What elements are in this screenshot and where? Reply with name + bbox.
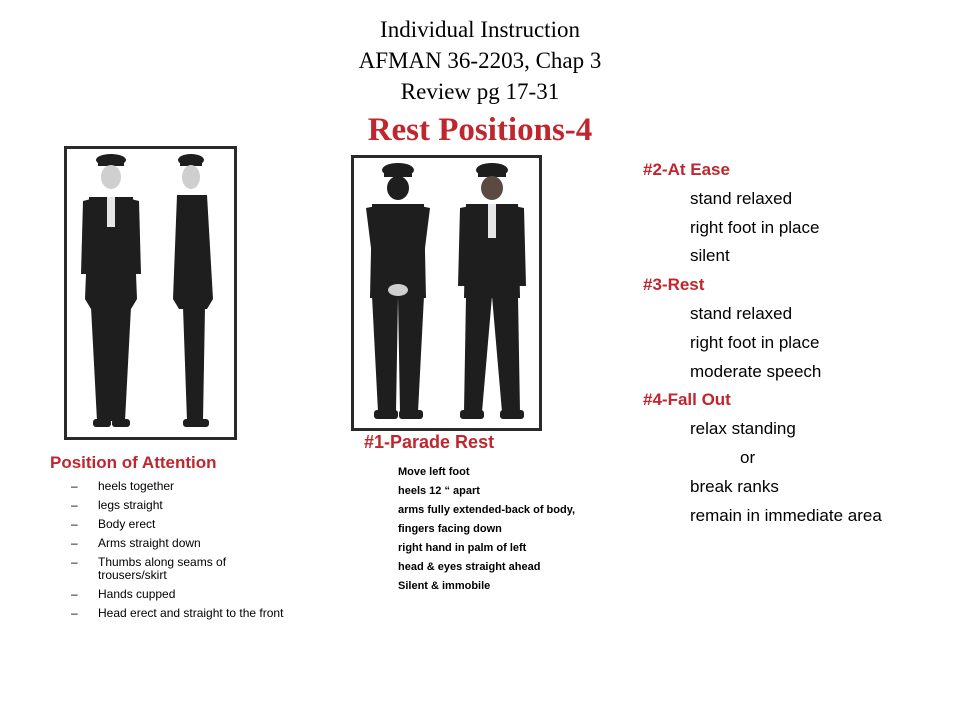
fall-out-heading: #4-Fall Out <box>643 390 731 410</box>
list-item: or <box>740 447 756 467</box>
list-item: relax standing <box>690 419 796 439</box>
header-line-3: Review pg 17-31 <box>400 79 560 104</box>
at-ease-heading: #2-At Ease <box>643 160 730 179</box>
list-item: – heels together <box>98 480 298 493</box>
side-view-figure <box>173 154 213 427</box>
list-item: – Body erect <box>98 518 298 531</box>
list-item: right hand in palm of left <box>398 542 527 554</box>
list-item: stand relaxed <box>690 188 793 208</box>
attention-photo <box>64 146 237 440</box>
rest-heading: #3-Rest <box>643 275 705 295</box>
list-item: remain in immediate area <box>690 505 882 525</box>
list-item: head & eyes straight ahead <box>398 561 541 573</box>
list-item: – Hands cupped <box>98 588 298 601</box>
slide-title: Rest Positions-4 <box>367 112 593 148</box>
list-item: Silent & immobile <box>398 580 491 592</box>
list-item: right foot in place <box>690 332 820 352</box>
list-item: silent <box>690 246 730 266</box>
header-line-1: Individual Instruction <box>380 17 580 42</box>
front-view-figure <box>458 163 526 419</box>
attention-title: Position of Attention <box>50 453 217 472</box>
list-item: – Arms straight down <box>98 537 298 550</box>
list-item: Move left foot <box>398 466 470 478</box>
list-item: – Thumbs along seams of trousers/skirt <box>98 556 298 582</box>
parade-rest-list <box>398 466 578 599</box>
list-item: fingers facing down <box>398 523 502 535</box>
back-view-figure <box>366 163 430 419</box>
parade-rest-title: #1-Parade Rest <box>364 432 495 452</box>
header <box>280 14 680 107</box>
list-item: stand relaxed <box>690 303 793 323</box>
header-line-2: AFMAN 36-2203, Chap 3 <box>358 48 602 73</box>
list-item: – Head erect and straight to the front <box>98 607 298 620</box>
attention-list <box>98 480 298 626</box>
list-item: – legs straight <box>98 499 298 512</box>
parade-rest-photo <box>351 155 542 431</box>
rest-positions-list <box>643 160 943 534</box>
list-item: arms fully extended-back of body, <box>398 504 576 516</box>
list-item: heels 12 “ apart <box>398 485 480 497</box>
list-item: right foot in place <box>690 217 820 237</box>
list-item: break ranks <box>690 476 779 496</box>
front-view-figure <box>81 154 141 427</box>
list-item: moderate speech <box>690 361 822 381</box>
